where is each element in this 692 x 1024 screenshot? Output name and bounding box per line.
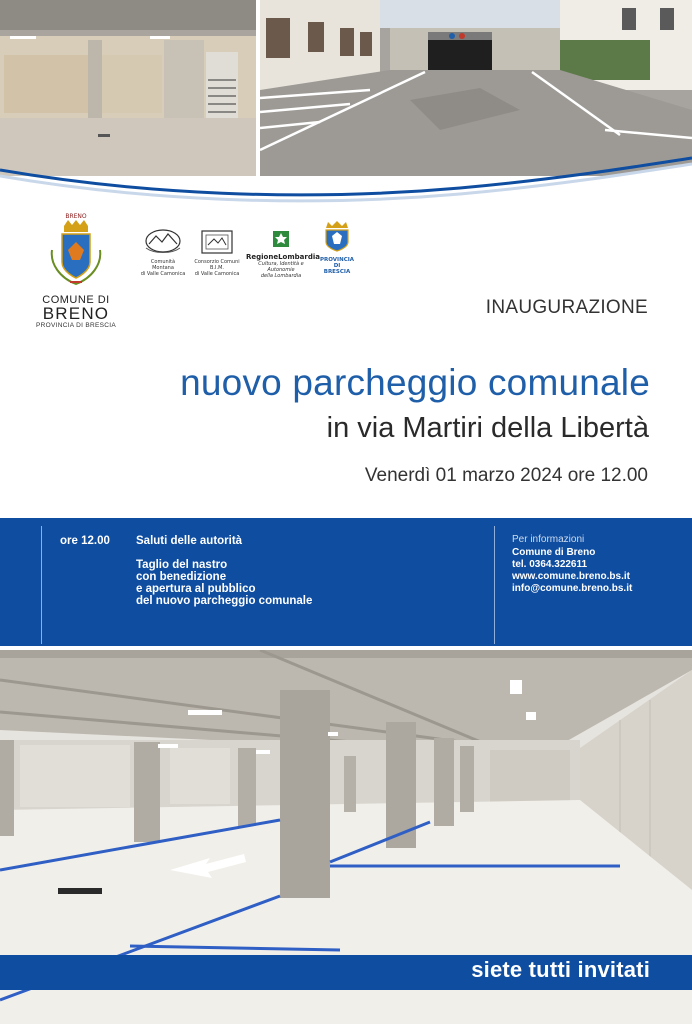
info-label: Per informazioni	[512, 534, 585, 545]
consorzio-emblem-icon	[194, 230, 240, 254]
comunita-montana-line2: di Valle Camonica	[140, 271, 186, 277]
event-date: Venerdì 01 marzo 2024 ore 12.00	[364, 465, 648, 486]
info-web-link[interactable]: www.comune.breno.bs.it	[512, 571, 630, 582]
program-item-1: Saluti delle autorità	[136, 535, 243, 547]
page-subtitle: in via Martiri della Libertà	[326, 412, 649, 444]
crest-label: BRENO	[65, 213, 87, 220]
regione-line2: della Lombardia	[260, 273, 302, 279]
page-title: nuovo parcheggio comunale	[180, 362, 650, 403]
comune-line3: PROVINCIA DI BRESCIA	[35, 322, 117, 329]
comune-line1: COMUNE DI	[42, 294, 110, 306]
program-item-2-line-3: e apertura al pubblico	[136, 583, 256, 595]
regione-name: RegioneLombardia	[246, 253, 320, 261]
comunita-montana-logo	[140, 228, 186, 277]
info-email-link[interactable]: info@comune.breno.bs.it	[512, 583, 633, 594]
provincia-brescia-logo	[320, 220, 355, 275]
crest-icon	[46, 220, 106, 290]
comune-crest	[46, 214, 106, 294]
regione-line1: Cultura, Identità e Autonomie	[258, 261, 304, 273]
consorzio-line2: di Valle Camonica	[194, 271, 240, 277]
regione-rose-icon	[246, 230, 316, 248]
program-item-2-line-4: del nuovo parcheggio comunale	[136, 595, 313, 607]
program-item-2-line-1: Taglio del nastro	[136, 559, 228, 571]
band-divider-right	[494, 526, 495, 644]
decorative-wave	[0, 150, 692, 220]
comunita-montana-line1: Comunità Montana	[150, 259, 176, 271]
band-divider-left	[41, 526, 42, 644]
consorzio-line1: Consorzio Comuni B.I.M.	[194, 259, 240, 271]
comunita-montana-emblem-icon	[140, 228, 186, 254]
event-kicker: INAUGURAZIONE	[485, 297, 648, 318]
provincia-shield-icon	[320, 220, 354, 252]
provincia-line2: DI BRESCIA	[323, 263, 351, 275]
program-item-2-line-2: con benedizione	[136, 571, 227, 583]
consorzio-bim-logo	[194, 230, 240, 277]
info-org: Comune di Breno	[512, 547, 596, 558]
info-tel: tel. 0364.322611	[512, 559, 588, 570]
program-time: ore 12.00	[60, 535, 110, 547]
provincia-line1: PROVINCIA	[320, 257, 355, 263]
invite-text: siete tutti invitati	[471, 957, 650, 982]
regione-lombardia-logo	[246, 230, 320, 279]
comune-line2: BRENO	[42, 304, 110, 323]
